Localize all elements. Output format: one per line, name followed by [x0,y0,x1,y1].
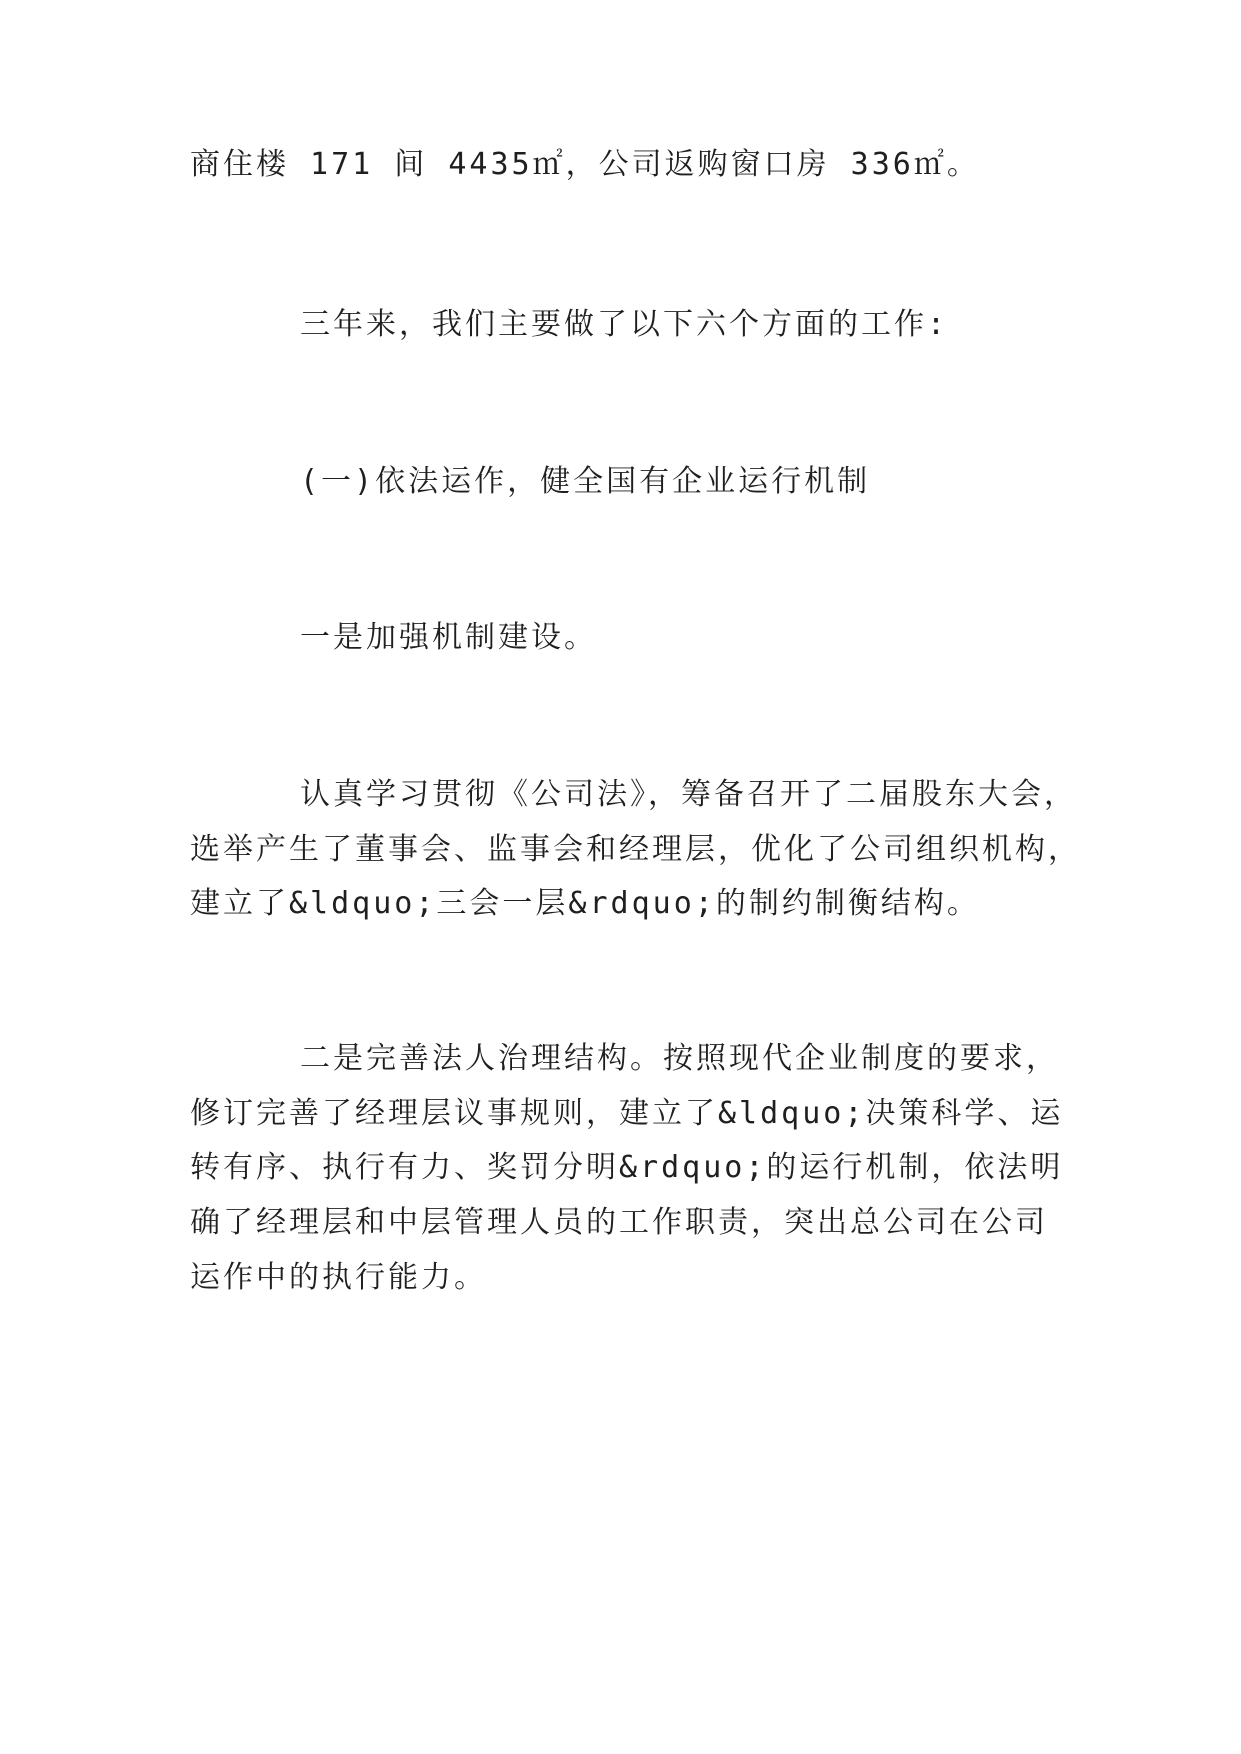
text-line: 一是加强机制建设。 [300,620,597,655]
section-heading: (一)依法运作，健全国有企业运行机制 [300,464,871,499]
paragraph-line: 修订完善了经理层议事规则，建立了&ldquo;决策科学、运 [190,1096,1064,1131]
paragraph-line: 认真学习贯彻《公司法》，筹备召开了二届股东大会， [300,777,1077,812]
text-line: 三年来，我们主要做了以下六个方面的工作: [300,307,949,342]
text-line: 商住楼 171 间 4435㎡，公司返购窗口房 336㎡。 [190,147,980,182]
paragraph-line: 确了经理层和中层管理人员的工作职责，突出总公司在公司 [190,1205,1048,1240]
paragraph-line: 二是完善法人治理结构。按照现代企业制度的要求， [300,1041,1059,1076]
paragraph-line: 运作中的执行能力。 [190,1260,487,1295]
paragraph-line: 转有序、执行有力、奖罚分明&rdquo;的运行机制，依法明 [190,1150,1064,1185]
paragraph-line: 选举产生了董事会、监事会和经理层，优化了公司组织机构， [190,832,1081,867]
paragraph-line: 建立了&ldquo;三会一层&rdquo;的制约制衡结构。 [190,886,980,921]
